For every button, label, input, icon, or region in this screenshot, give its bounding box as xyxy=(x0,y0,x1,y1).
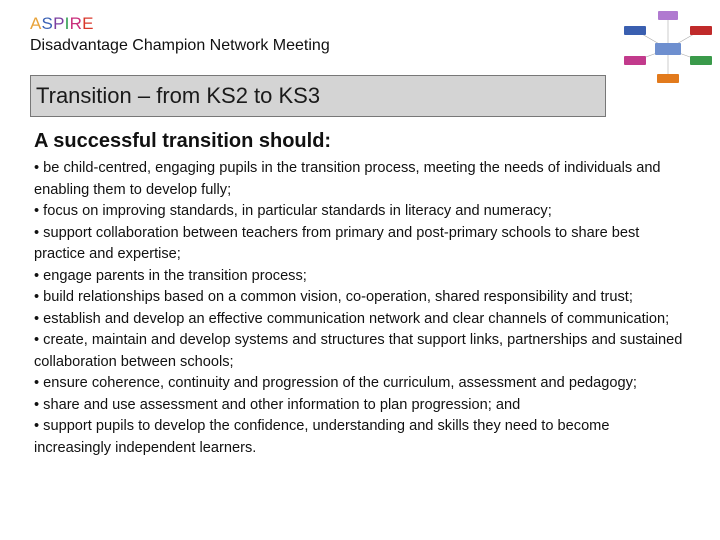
bullet-list xyxy=(34,158,684,459)
list-item: • engage parents in the transition process; xyxy=(34,267,307,284)
list-item: • create, maintain and develop systems and structures that support links, partnerships and sustained collaboration between schools; xyxy=(34,332,683,370)
list-item: • support pupils to develop the confidence, understanding and skills they need to become increasingly independent learners. xyxy=(34,418,610,456)
list-item: • establish and develop an effective communication network and clear channels of communication; xyxy=(34,310,670,327)
logo-letter: A xyxy=(30,14,42,33)
logo-letter: S xyxy=(41,14,54,33)
list-item: • build relationships based on a common vision, co-operation, shared responsibility and trust; xyxy=(34,289,633,305)
network-diagram-image xyxy=(618,6,718,92)
diagram-node xyxy=(655,43,681,55)
slide-title: Transition – from KS2 to KS3 xyxy=(30,75,606,117)
list-item: • ensure coherence, continuity and progression of the curriculum, assessment and pedagogy; xyxy=(34,375,637,391)
diagram-node xyxy=(657,74,679,83)
lead-heading: A successful transition should: xyxy=(34,130,332,152)
logo-letter: R xyxy=(69,14,83,33)
logo-letter: I xyxy=(64,14,70,33)
diagram-node xyxy=(690,26,712,35)
list-item: • support collaboration between teachers from primary and post-primary schools to share best practice and expertise; xyxy=(34,224,640,262)
aspire-logo xyxy=(30,14,330,34)
meeting-subtitle: Disadvantage Champion Network Meeting xyxy=(30,37,330,54)
diagram-node xyxy=(624,26,646,35)
list-item: • share and use assessment and other information to plan progression; and xyxy=(34,396,521,413)
diagram-node xyxy=(690,56,712,65)
slide-body xyxy=(34,128,684,459)
logo-letter: E xyxy=(82,14,94,33)
list-item: • focus on improving standards, in particular standards in literacy and numeracy; xyxy=(34,203,552,219)
diagram-node xyxy=(658,11,678,20)
logo-letter: P xyxy=(53,14,65,33)
list-item: • be child-centred, engaging pupils in the transition process, meeting the needs of individuals and enabling them to develop fully; xyxy=(34,160,661,198)
diagram-node xyxy=(624,56,646,65)
slide-header xyxy=(30,14,330,57)
